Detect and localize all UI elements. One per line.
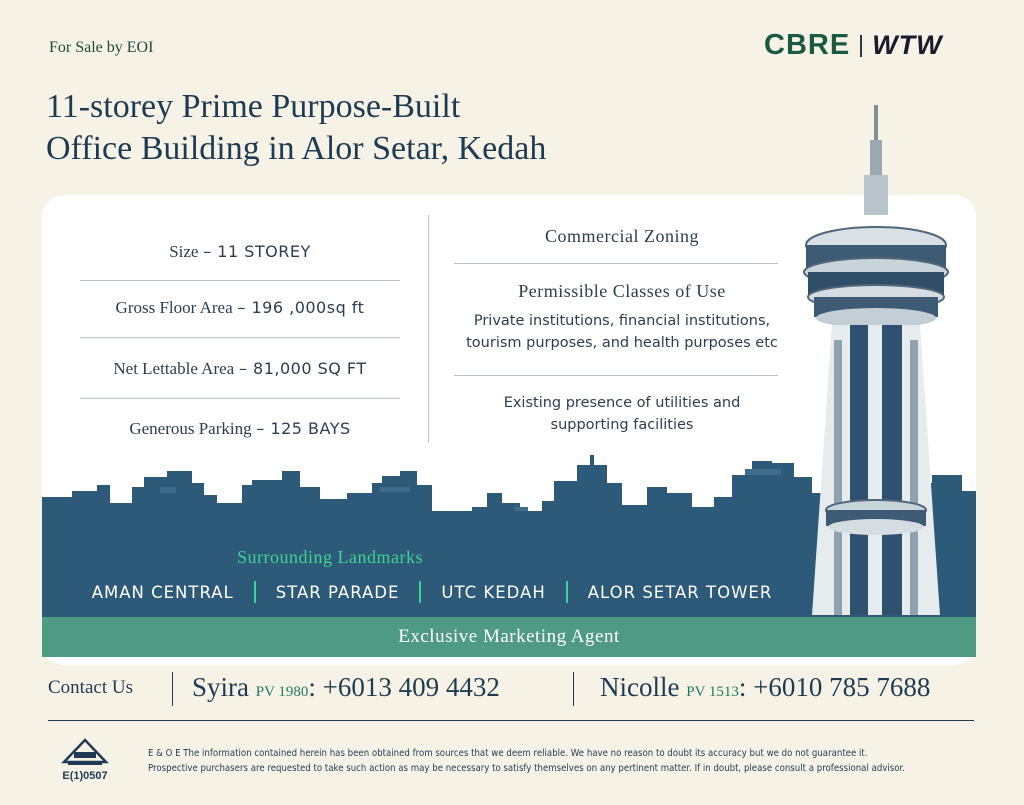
contact-name: Syira bbox=[192, 672, 249, 702]
spec-gfa bbox=[80, 298, 400, 318]
landmark-item: STAR PARADE bbox=[275, 582, 400, 602]
spec-divider bbox=[80, 398, 400, 399]
contact-person-syira bbox=[192, 672, 500, 703]
cbre-logo: CBRE bbox=[764, 29, 851, 61]
contact-phone[interactable]: : +6013 409 4432 bbox=[308, 672, 500, 702]
feature-divider bbox=[454, 375, 778, 376]
spec-parking bbox=[80, 419, 400, 439]
column-divider bbox=[428, 215, 429, 443]
spec-nla-key: Net Lettable Area bbox=[113, 359, 235, 378]
spec-divider bbox=[80, 337, 400, 338]
landmark-divider bbox=[419, 581, 421, 603]
contact-name: Nicolle bbox=[600, 672, 680, 702]
contact-person-nicolle bbox=[600, 672, 930, 703]
feature-divider bbox=[454, 263, 778, 264]
logo-divider bbox=[860, 35, 862, 57]
landmark-item: ALOR SETAR TOWER bbox=[587, 582, 773, 602]
page-title bbox=[46, 86, 546, 170]
title-line-1: 11-storey Prime Purpose-Built bbox=[46, 88, 461, 125]
contact-pv: PV 1513 bbox=[686, 684, 739, 700]
feature-util-line-2: supporting facilities bbox=[550, 417, 694, 433]
feature-use-text bbox=[454, 310, 790, 354]
disclaimer bbox=[148, 746, 965, 776]
contact-phone[interactable]: : +6010 785 7688 bbox=[738, 672, 931, 702]
spec-gfa-key: Gross Floor Area bbox=[115, 298, 233, 317]
feature-use-line-2: tourism purposes, and health purposes etc bbox=[466, 335, 778, 351]
spec-parking-value: – 125 BAYS bbox=[256, 419, 351, 438]
contact-divider bbox=[573, 672, 574, 706]
feature-utilities bbox=[454, 392, 790, 436]
spec-divider bbox=[80, 280, 400, 281]
board-of-valuers-emblem-icon bbox=[60, 736, 110, 768]
title-line-2: Office Building in Alor Setar, Kedah bbox=[46, 130, 547, 167]
contact-label: Contact Us bbox=[48, 677, 133, 698]
spec-size-key: Size bbox=[169, 242, 199, 261]
spec-gfa-value: – 196 ,000sq ft bbox=[237, 298, 365, 317]
feature-use-line-1: Private institutions, financial institutions, bbox=[473, 313, 771, 329]
landmark-divider bbox=[254, 581, 256, 603]
feature-zoning: Commercial Zoning bbox=[545, 226, 699, 246]
spec-size bbox=[80, 242, 400, 262]
landmark-item: UTC KEDAH bbox=[441, 582, 546, 602]
contact-pv: PV 1980 bbox=[255, 684, 309, 700]
registration-code: E(1)0507 bbox=[62, 770, 108, 782]
sale-label: For Sale by EOI bbox=[49, 39, 154, 56]
spec-size-value: – 11 STOREY bbox=[203, 242, 311, 261]
footer-divider bbox=[48, 720, 974, 721]
landmark-item: AMAN CENTRAL bbox=[91, 582, 234, 602]
alor-setar-tower-illustration bbox=[790, 100, 980, 615]
feature-util-line-1: Existing presence of utilities and bbox=[503, 395, 741, 411]
spec-parking-key: Generous Parking bbox=[129, 419, 252, 438]
contact-divider bbox=[172, 672, 173, 706]
wtw-logo: WTW bbox=[872, 30, 943, 60]
spec-nla bbox=[80, 359, 400, 379]
spec-nla-value: – 81,000 SQ FT bbox=[238, 359, 367, 378]
brand-logos bbox=[764, 29, 943, 62]
marketing-agent-banner: Exclusive Marketing Agent bbox=[42, 617, 976, 657]
disclaimer-line-1: E & O E The information contained herein has been obtained from sources that we deem reliable. We have no reason to doubt its accuracy but we do not guarantee it. bbox=[148, 748, 868, 759]
landmarks-title: Surrounding Landmarks bbox=[237, 547, 423, 567]
landmark-divider bbox=[566, 581, 568, 603]
feature-use-title: Permissible Classes of Use bbox=[518, 281, 726, 301]
disclaimer-line-2: Prospective purchasers are requested to take such action as may be necessary to satisfy themselves on any pertinent matter. If in doubt, please consult a professional advisor. bbox=[148, 763, 906, 774]
landmarks-list bbox=[42, 581, 822, 603]
